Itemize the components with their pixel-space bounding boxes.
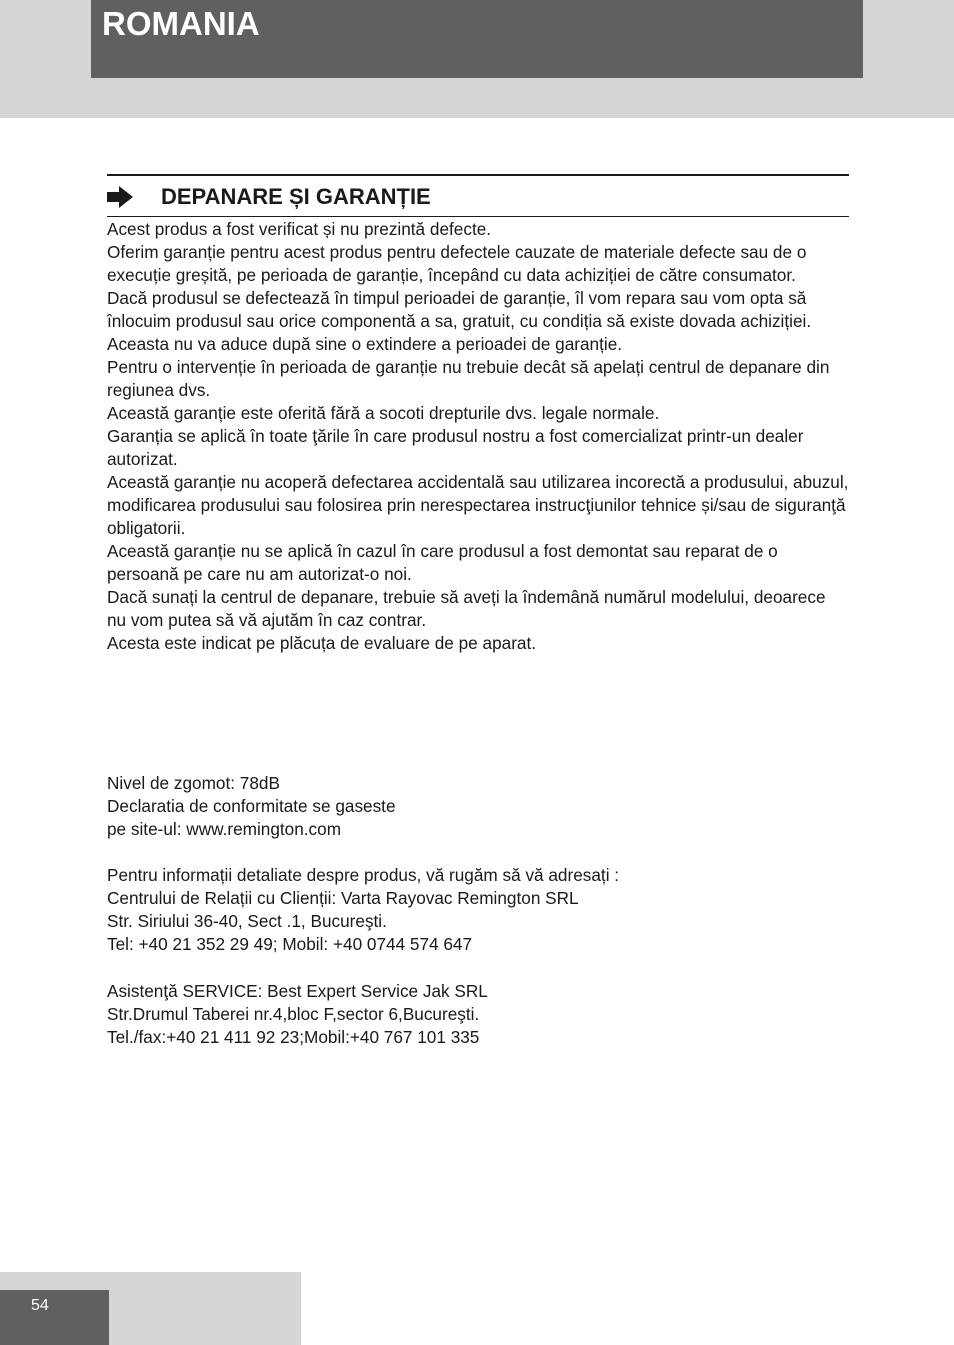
noise-declaration-block (107, 772, 849, 841)
warranty-paragraph: Garanția se aplică în toate ţările în care produsul nostru a fost comercializat printr-un dealer autorizat. (107, 426, 804, 469)
noise-line: Declaratia de conformitate se gaseste (107, 796, 396, 816)
page-number: 54 (31, 1297, 49, 1314)
warranty-paragraph: Dacă sunați la centrul de depanare, trebuie să aveți la îndemână numărul modelului, deoarece nu vom putea să vă ajutăm în caz contrar. (107, 587, 826, 630)
warranty-paragraph: Pentru o intervenție în perioada de garanție nu trebuie decât să apelați centrul de depanare din regiunea dvs. (107, 357, 830, 400)
warranty-paragraph: Această garanție este oferită fără a socoti drepturile dvs. legale normale. (107, 403, 660, 423)
service-line: Str.Drumul Taberei nr.4,bloc F,sector 6,Bucureşti. (107, 1004, 480, 1024)
warranty-paragraph: Acesta este indicat pe plăcuța de evaluare de pe aparat. (107, 633, 537, 653)
warranty-paragraph: Acest produs a fost verificat și nu prezintă defecte. (107, 219, 492, 239)
contact-line: Tel: +40 21 352 29 49; Mobil: +40 0744 574 647 (107, 934, 473, 954)
section-heading (107, 182, 849, 212)
warranty-paragraph: Această garanție nu acoperă defectarea accidentală sau utilizarea incorectă a produsului, abuzul, modificarea produsului sau folosirea prin nerespectarea instrucţiunilor tehnice și/sau de siguranţă obligatorii. (107, 472, 849, 538)
section-bottom-rule (107, 216, 849, 217)
warranty-paragraph: Această garanție nu se aplică în cazul în care produsul a fost demontat sau reparat de o persoană pe care nu am autorizat-o noi. (107, 541, 778, 584)
page-number-box (0, 1290, 109, 1345)
contact-line: Centrului de Relații cu Clienții: Varta Rayovac Remington SRL (107, 888, 579, 908)
customer-contact-block (107, 864, 849, 956)
header-bar (91, 0, 863, 78)
noise-line: pe site-ul: www.remington.com (107, 819, 342, 839)
service-line: Asistenţă SERVICE: Best Expert Service Jak SRL (107, 981, 488, 1001)
warranty-paragraph: Aceasta nu va aduce după sine o extindere a perioadei de garanție. (107, 334, 623, 354)
service-line: Tel./fax:+40 21 411 92 23;Mobil:+40 767 101 335 (107, 1027, 480, 1047)
section-top-rule (107, 174, 849, 176)
contact-line: Pentru informații detaliate despre produs, vă rugăm să vă adresați : (107, 865, 620, 885)
contact-line: Str. Siriului 36-40, Sect .1, Bucureşti. (107, 911, 387, 931)
page-title: ROMANIA (102, 5, 260, 42)
warranty-paragraph: Dacă produsul se defectează în timpul perioadei de garanție, îl vom repara sau vom opta să înlocuim produsul sau orice componentă a sa, gratuit, cu condiția să existe dovada achiziției. (107, 288, 812, 331)
noise-line: Nivel de zgomot: 78dB (107, 773, 280, 793)
arrow-right-icon (107, 186, 133, 208)
warranty-text (107, 218, 849, 655)
service-contact-block (107, 980, 849, 1049)
warranty-paragraph: Oferim garanție pentru acest produs pentru defectele cauzate de materiale defecte sau de o execuție greșită, pe perioada de garanție, începând cu data achiziției de către consumator. (107, 242, 807, 285)
section-title: DEPANARE ȘI GARANȚIE (161, 184, 431, 209)
